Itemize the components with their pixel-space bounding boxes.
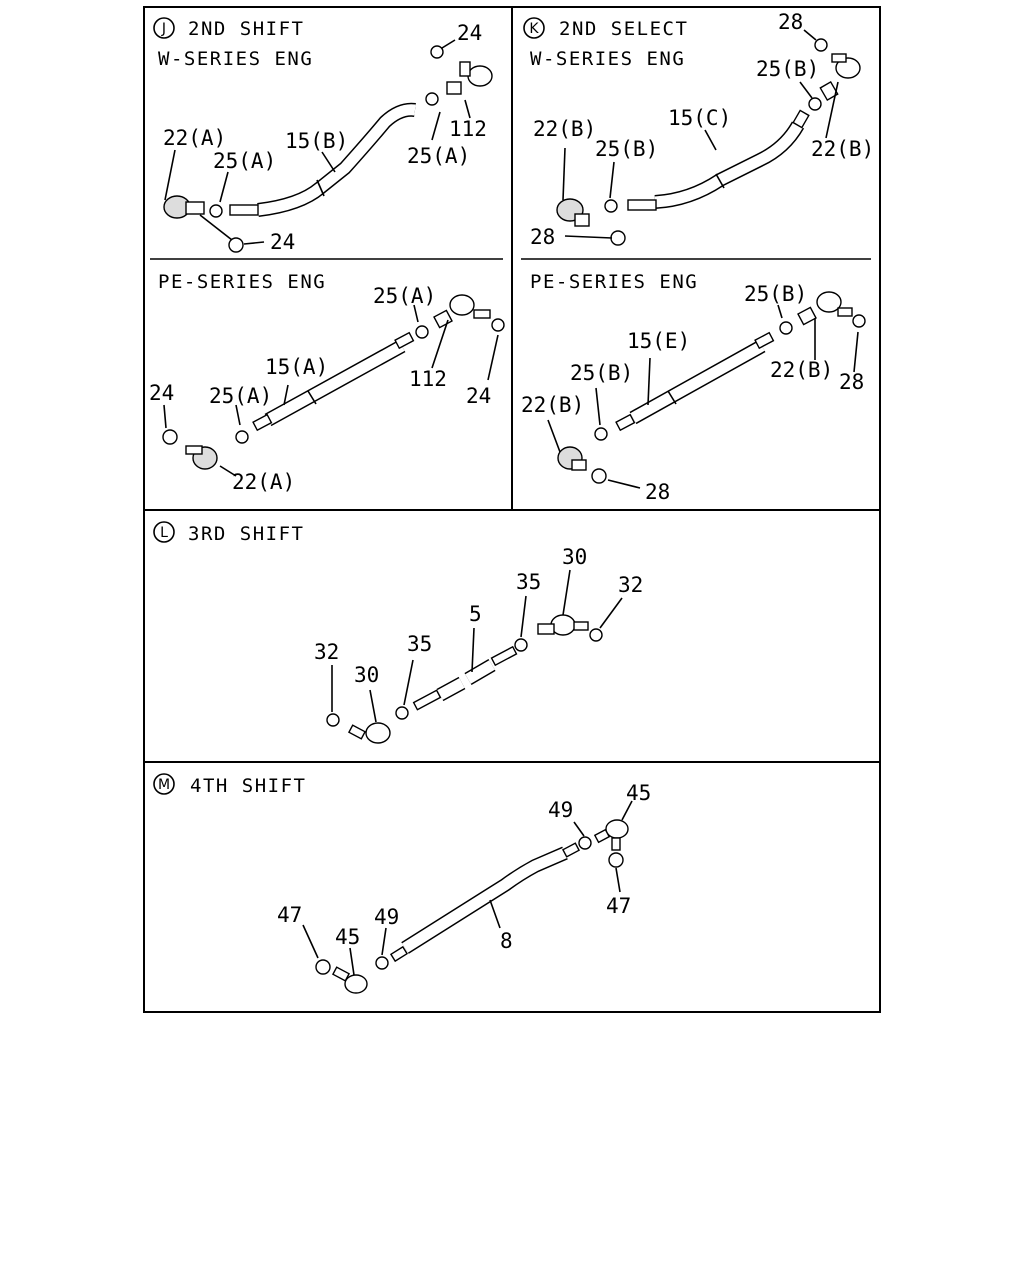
part-label-m-rod: 8 [500,929,513,953]
hex-nut [163,430,177,444]
section-m-title: 4TH SHIFT [190,775,307,797]
section-m-assembly [303,801,632,993]
rod-end-eye [345,975,367,993]
rod-end-stud [838,308,852,316]
section-m-letter: M [157,777,171,793]
section-k [521,10,874,504]
hex-nut [431,46,443,58]
part-label-end-left: 22(A) [163,126,227,150]
part-label-pe-end-left: 22(A) [232,470,296,494]
lock-nut [780,322,792,334]
part-label-k-pe-end-left: 22(B) [521,393,585,417]
rod-end-stud [186,446,202,454]
threaded-stud [492,647,517,665]
hex-nut [611,231,625,245]
part-label-m-end-right: 45 [626,781,652,805]
hex-nut [815,39,827,51]
lock-nut [426,93,438,105]
hex-nut [592,469,606,483]
rod-end-stud [574,622,588,630]
hex-nut [492,319,504,331]
threaded-stud [230,205,258,215]
section-l-letter: L [160,525,168,541]
lock-nut [396,707,408,719]
part-label-k-lock-left: 25(B) [595,137,659,161]
part-label-m-nut-left: 47 [277,903,303,927]
threaded-stud [563,843,579,857]
part-label-pe-lock-left: 25(A) [209,384,273,408]
part-label-nut-bottom: 24 [270,230,296,254]
part-label-m-nut-right: 47 [606,894,632,918]
lock-nut [416,326,428,338]
part-label-pe-nut-right: 24 [466,384,492,408]
section-m [154,774,651,993]
rod-end-stud [333,967,349,981]
lock-nut [809,98,821,110]
threaded-stud [755,333,773,348]
rod-end-stud [572,460,586,470]
part-label-l-end-left: 30 [354,663,380,687]
section-k-pe-subtitle: PE-SERIES ENG [530,271,699,293]
lock-nut [595,428,607,440]
part-label-end-right: 112 [449,117,487,141]
threaded-stud [395,333,413,348]
rod-end-stud [474,310,490,318]
section-j-title: 2ND SHIFT [188,18,305,40]
lock-nut [605,200,617,212]
lock-nut [210,205,222,217]
lock-nut [579,837,591,849]
part-label-lock-left: 25(A) [213,149,277,173]
part-label-m-end-left: 45 [335,925,361,949]
rod-end-eye [468,66,492,86]
section-k-w-subtitle: W-SERIES ENG [530,48,686,70]
part-label-k-pe-lock-left: 25(B) [570,361,634,385]
threaded-stud [414,690,441,709]
part-label-l-nut-right: 32 [618,573,644,597]
rod-end-eye [450,295,474,315]
part-label-pe-rod: 15(A) [265,355,329,379]
part-label-l-nut-left: 32 [314,640,340,664]
part-label-k-pe-nut-right: 28 [839,370,865,394]
rod-end-stud [832,54,846,62]
section-j [149,18,504,494]
part-label-l-end-right: 30 [562,545,588,569]
part-label-k-pe-nut-left: 28 [645,480,671,504]
section-k-letter: K [529,21,539,37]
section-l [154,522,643,743]
section-j-w-subtitle: W-SERIES ENG [158,48,314,70]
part-label-m-lock-right: 49 [548,798,574,822]
threaded-stud [391,947,407,961]
section-l-assembly [327,570,622,743]
rod-end-shank [186,202,204,214]
part-label-k-lock-right: 25(B) [756,57,820,81]
section-j-letter: J [161,21,167,37]
part-label-rod: 15(B) [285,129,349,153]
part-label-k-rod: 15(C) [668,106,732,130]
part-label-k-pe-rod: 15(E) [627,329,691,353]
section-k-pe-assembly [548,292,865,488]
rod-end-eye [606,820,628,838]
part-label-k-end-left: 22(B) [533,117,597,141]
part-label-l-rod: 5 [469,602,482,626]
part-label-nut-top: 24 [457,21,483,45]
part-label-k-pe-lock-right: 25(B) [744,282,808,306]
hex-nut [590,629,602,641]
part-label-l-lock-right: 35 [516,570,542,594]
rod-end-eye [366,723,390,743]
hex-nut [316,960,330,974]
lock-nut [376,957,388,969]
rod-end-stud [575,214,589,226]
section-l-title: 3RD SHIFT [188,523,305,545]
lock-nut [236,431,248,443]
hex-nut [609,853,623,867]
rod-end-shank [595,830,609,843]
part-label-pe-end-right: 112 [409,367,447,391]
part-label-k-nut-bottom: 28 [530,225,556,249]
part-label-pe-nut-left: 24 [149,381,175,405]
lock-nut [515,639,527,651]
part-label-lock-right: 25(A) [407,144,471,168]
threaded-stud [253,415,271,430]
part-label-m-lock-left: 49 [374,905,400,929]
rod-end-stud [612,838,620,850]
hex-nut [853,315,865,327]
rod-end-shank [447,82,461,94]
rod-end-shank [434,310,452,327]
rod-end-shank [538,624,554,634]
rod-end-shank [798,307,816,324]
threaded-stud [616,415,634,430]
part-label-k-pe-end-right: 22(B) [770,358,834,382]
part-label-k-nut-top: 28 [778,10,804,34]
section-k-title: 2ND SELECT [559,18,689,40]
section-j-pe-subtitle: PE-SERIES ENG [158,271,327,293]
part-label-l-lock-left: 35 [407,632,433,656]
hex-nut [327,714,339,726]
rod-end-stud [349,725,365,739]
rod-end-stud [460,62,470,76]
part-label-k-end-right: 22(B) [811,137,875,161]
part-label-pe-lock-right: 25(A) [373,284,437,308]
threaded-stud [628,200,656,210]
